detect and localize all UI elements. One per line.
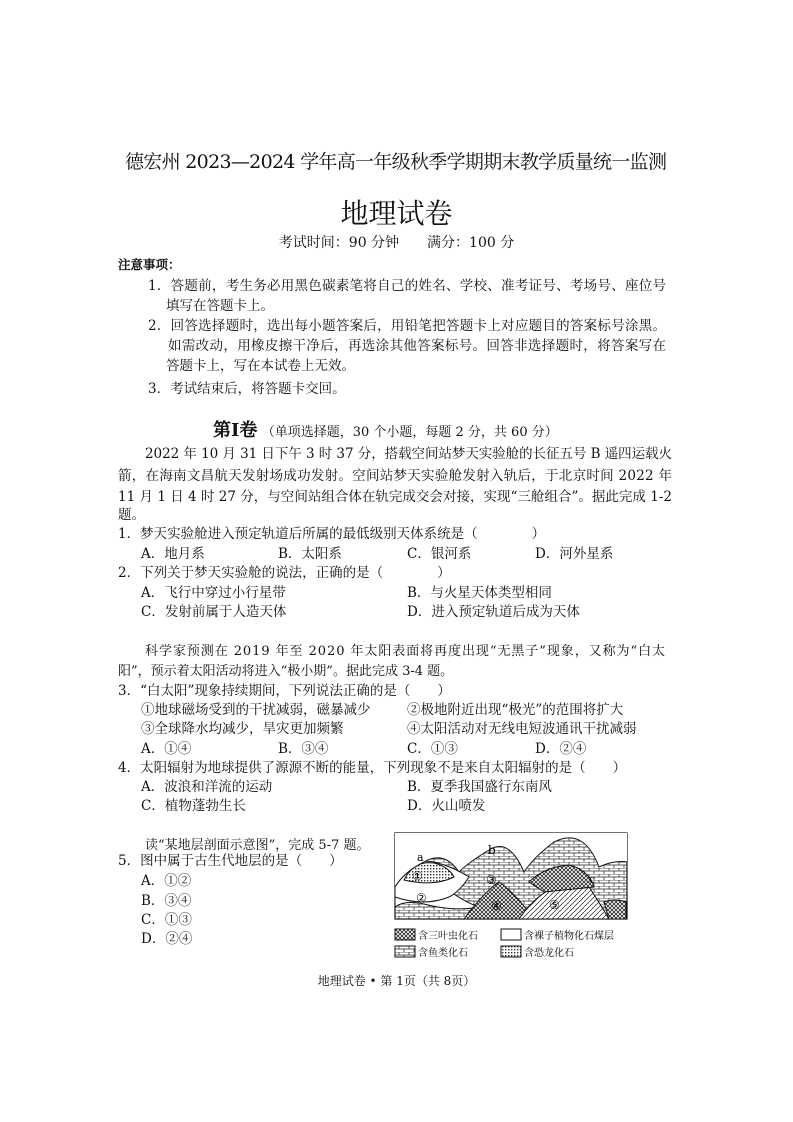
q2-option-b: B．与火星天体类型相同 — [407, 585, 552, 601]
q4-option-a: A．波浪和洋流的运动 — [141, 779, 273, 795]
legend-trilobite: 含三叶虫化石 — [418, 931, 478, 942]
legend-swatch-dinosaur — [501, 946, 521, 957]
passage1-line-4: 题。 — [118, 507, 145, 523]
question-3-stem: 3．“白太阳”现象持续期间，下列说法正确的是（ ） — [118, 683, 451, 699]
passage3: 读“某地层剖面示意图”，完成 5-7 题。 — [145, 838, 370, 853]
q1-option-d: D．河外星系 — [535, 546, 614, 562]
note-2-line-1: 2．回答选择题时，选出每小题答案后，用铅笔把答题卡上对应题目的答案标号涂黑。 — [148, 318, 667, 334]
q4-option-d: D．火山喷发 — [407, 798, 486, 814]
passage2-line-1: 科学家预测在 2019 年至 2020 年太阳表面将再度出现“无黑子”现象，又称为“白太 — [145, 644, 666, 659]
q2-option-c: C．发射前属于人造天体 — [141, 604, 287, 620]
point-label-c: c — [589, 873, 596, 886]
q3-statement-3: ③全球降水均减少，旱灾更加频繁 — [141, 721, 344, 737]
layer-label-4: ④ — [491, 899, 502, 913]
page-footer: 地理试卷 • 第 1页（共 8页） — [317, 974, 476, 988]
legend-swatch-fish — [395, 946, 415, 957]
layer-label-1: ① — [412, 869, 423, 883]
q3-statement-2: ②极地附近出现“极光”的范围将扩大 — [407, 702, 624, 718]
notes-heading: 注意事项： — [118, 257, 181, 272]
layer-label-5: ⑤ — [549, 898, 560, 912]
exam-header-title: 德宏州 2023—2024 学年高一年级秋季学期期末教学质量统一监测 — [125, 151, 667, 173]
question-5-stem: 5．图中属于古生代地层的是（ ） — [118, 853, 343, 869]
passage1-line-3: 11 月 1 日 4 时 27 分，与空间站组合体在轨完成交会对接，实现“三舱组合”。据此完成 1-2 — [118, 489, 673, 505]
q5-option-c: C．①③ — [141, 912, 192, 928]
legend-gymnosperm: 含裸子植物化石煤层 — [524, 931, 614, 942]
q3-statement-4: ④太阳活动对无线电短波通讯干扰减弱 — [407, 721, 637, 737]
q1-option-c: C．银河系 — [407, 546, 472, 562]
section-title: 第Ⅰ卷 — [213, 420, 258, 441]
note-2-line-2: 如需改动，用橡皮擦干净后，再选涂其他答案标号。回答非选择题时，将答案写在 — [168, 338, 667, 354]
passage1-line-2: 箭，在海南文昌航天发射场成功发射。空间站梦天实验舱发射入轨后，于北京时间 2022 年 — [118, 468, 673, 484]
stratum-profile-diagram — [394, 832, 634, 962]
note-3: 3．考试结束后，将答题卡交回。 — [148, 381, 346, 397]
layer-label-3: ③ — [486, 873, 497, 887]
point-label-a: a — [417, 851, 424, 864]
q2-option-a: A．飞行中穿过小行星带 — [141, 585, 286, 601]
question-1-stem: 1．梦天实验舱进入预定轨道后所属的最低级别天体系统是（ ） — [118, 526, 546, 542]
q5-option-b: B．③④ — [141, 893, 192, 909]
point-label-b: b — [488, 843, 496, 857]
passage2-line-2: 阳”，预示着太阳活动将进入“极小期”。据此完成 3-4 题。 — [118, 664, 454, 679]
q1-option-b: B．太阳系 — [278, 546, 342, 562]
note-1-line-1: 1．答题前，考生务必用黑色碳素笔将自己的姓名、学校、准考证号、考场号、座位号 — [148, 278, 667, 294]
q3-option-c: C．①③ — [407, 741, 458, 757]
question-4-stem: 4．太阳辐射为地球提供了源源不断的能量，下列现象不是来自太阳辐射的是（ ） — [118, 760, 627, 776]
note-2-line-3: 答题卡上，写在本试卷上无效。 — [166, 358, 355, 374]
q1-option-a: A．地月系 — [141, 546, 205, 562]
passage1-line-1: 2022 年 10 月 31 日下午 3 时 37 分，搭载空间站梦天实验舱的长征五号 B 遥四运载火 — [145, 446, 672, 462]
q4-option-b: B．夏季我国盛行东南风 — [407, 779, 552, 795]
note-1-line-2: 填写在答题卡上。 — [166, 298, 274, 314]
section-desc: （单项选择题，30 个小题，每题 2 分，共 60 分） — [261, 425, 558, 440]
legend-swatch-trilobite — [395, 929, 415, 940]
legend-dinosaur: 含恐龙化石 — [524, 948, 574, 959]
q3-option-b: B．③④ — [278, 741, 329, 757]
exam-info: 考试时间：90 分钟 满分：100 分 — [278, 235, 515, 251]
q2-option-d: D．进入预定轨道后成为天体 — [407, 604, 580, 620]
q3-option-d: D．②④ — [535, 741, 587, 757]
q5-option-d: D．②④ — [141, 931, 193, 947]
q3-option-a: A．①④ — [141, 741, 192, 757]
legend-fish: 含鱼类化石 — [418, 948, 468, 959]
subject-title: 地理试卷 — [340, 197, 453, 230]
q5-option-a: A．①② — [141, 873, 192, 889]
question-2-stem: 2．下列关于梦天实验舱的说法，正确的是（ ） — [118, 565, 451, 581]
layer-label-2: ② — [416, 891, 427, 905]
section-heading — [213, 422, 558, 440]
q3-statement-1: ①地球磁场受到的干扰减弱，磁暴减少 — [141, 702, 371, 718]
legend-swatch-gymnosperm — [501, 929, 521, 940]
q4-option-c: C．植物蓬勃生长 — [141, 798, 246, 814]
